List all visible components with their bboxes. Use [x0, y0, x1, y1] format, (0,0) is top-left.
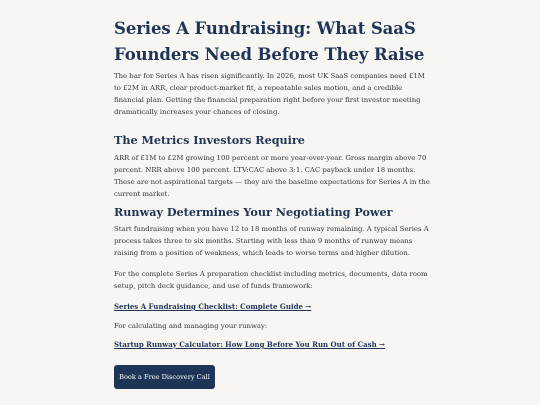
runway-calculator-intro-paragraph: For calculating and managing your runway:	[114, 322, 268, 330]
checklist-intro-paragraph: For the complete Series A preparation checklist including metrics, documents, data room setup, pitch deck guidance, and use of funds framework:	[114, 270, 428, 290]
runway-paragraph: Start fundraising when you have 12 to 18 months of runway remaining. A typical Series A process takes three to six months. Starting with less than 9 months of runway means raising from a position of weakness, which leads to worse terms and higher dilution.	[114, 225, 429, 257]
checklist-guide-link[interactable]: Series A Fundraising Checklist: Complete Guide →	[114, 302, 312, 311]
runway-calculator-link[interactable]: Startup Runway Calculator: How Long Before You Run Out of Cash →	[114, 340, 385, 349]
intro-paragraph: The bar for Series A has risen significantly. In 2026, most UK SaaS companies need £1M to £2M in ARR, clear product-market fit, a repeatable sales motion, and a credible financial plan. Getting the financial preparation right before your first investor meeting dramatically increases your chances of closing.	[114, 72, 425, 116]
runway-heading: Runway Determines Your Negotiating Power	[114, 205, 393, 219]
metrics-heading: The Metrics Investors Require	[114, 133, 305, 147]
metrics-paragraph: ARR of £1M to £2M growing 100 percent or more year-over-year. Gross margin above 70 percent. NRR above 100 percent. LTV:CAC above 3:1. CAC payback under 18 months. These are not aspirational targets — they are the baseline expectations for Series A in the current market.	[114, 154, 430, 198]
book-discovery-call-button[interactable]: Book a Free Discovery Call	[114, 365, 215, 389]
article-title: Series A Fundraising: What SaaS Founders Need Before They Raise	[114, 19, 425, 64]
